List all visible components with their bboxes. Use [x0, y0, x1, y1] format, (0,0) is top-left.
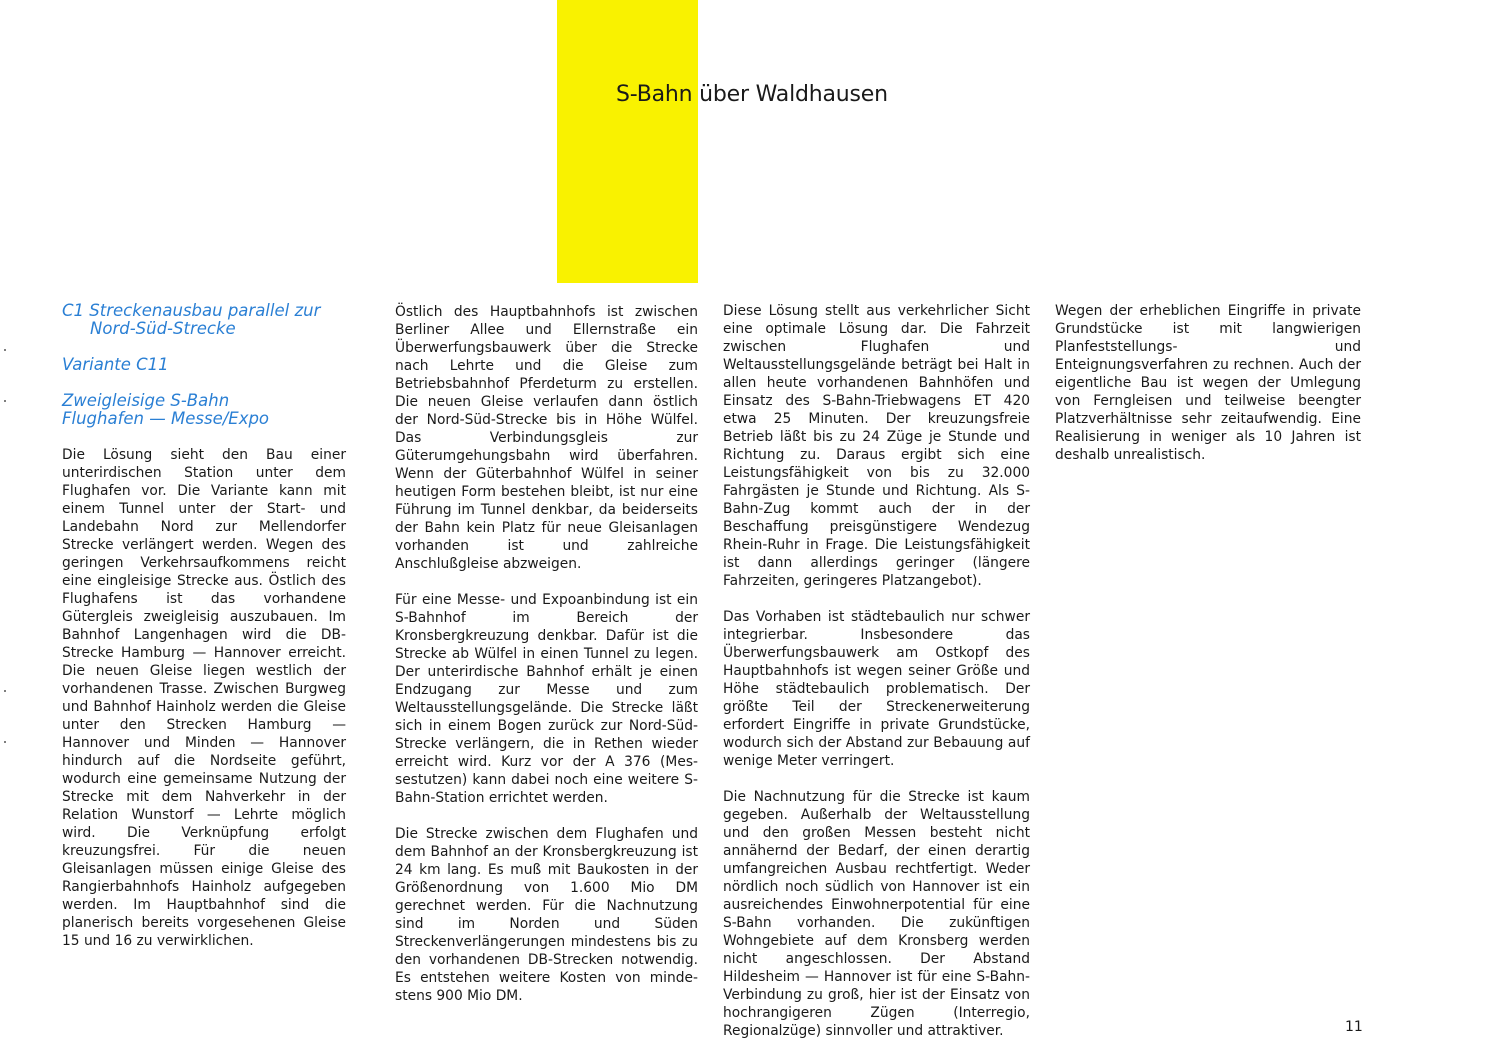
subtitle-heading-block — [62, 392, 346, 428]
variant-heading: Variante C11 — [62, 355, 169, 374]
paragraph-expo-connection: Für eine Messe- und Expoanbindung ist ein S-Bahnhof im Bereich der Kronsbergkreuzung denkbar. Dafür ist die Strecke ab Wülfel in einen Tunnel zu legen. Der unterirdische Bahnhof erhält je einen Endzugang zur Messe und zum Weltausstellungsgelände. Die Strecke läßt sich in einem Bogen zurück zur Nord-Süd-Strecke verlängern, die in Rethen wieder erreicht wird. Kurz vor der A 376 (Messestutzen) kann dabei noch eine weitere S-Bahn-Station errichtet werden. — [395, 592, 698, 806]
scan-mark — [4, 400, 6, 402]
text-column-2 — [395, 303, 698, 1023]
paragraph-realisation-time: Wegen der erheblichen Eingriffe in private Grundstücke ist mit langwierigen Planfeststellungs- und Enteignungsverfahren zu rechnen. Auch der eigentliche Bau ist wegen der Umlegung von Ferngleisen und teilweise beengter Platzverhältnisse sehr zeitaufwendig. Eine Realisierung in weniger als 10 Jahren ist deshalb unrealistisch. — [1055, 303, 1361, 463]
paragraph-traffic-assessment: Diese Lösung stellt aus verkehrlicher Sicht eine optimale Lösung dar. Die Fahrzeit zwischen Flughafen und Weltausstellungsgelände beträgt bei Halt in allen heute vorhandenen Bahnhöfen und Einsatz des S-Bahn-Triebwagens ET 420 etwa 25 Minuten. Der kreuzungsfreie Betrieb läßt bis zu 24 Züge je Stunde und Richtung zu. Daraus ergibt sich eine Leistungsfähigkeit von bis zu 32.000 Fahrgästen je Stunde und Richtung. Als S-Bahn-Zug kommt auch der in der Beschaffung preisgünstigere Wendezug Rhein-Ruhr in Frage. Die Leistungsfähigkeit ist dann allerdings geringer (längere Fahrzeiten, geringeres Platzangebot). — [723, 303, 1030, 589]
variant-heading-block — [62, 356, 346, 374]
text-column-4 — [1055, 302, 1361, 482]
paragraph-costs: Die Strecke zwischen dem Flughafen und dem Bahnhof an der Kronsbergkreuzung ist 24 km lang. Es muß mit Baukosten in der Größenordnung von 1.600 Mio DM gerechnet werden. Für die Nachnutzung sind im Norden und Süden Streckenverlängerungen mindestens bis zu den vorhandenen DB-Strecken notwendig. Es entstehen weitere Kosten von mindestens 900 Mio DM. — [395, 826, 698, 1004]
text-column-1 — [62, 302, 346, 968]
page-number: 11 — [1345, 1019, 1363, 1035]
section-heading-block — [62, 302, 346, 338]
paragraph-subsequent-use: Die Nachnutzung für die Strecke ist kaum gegeben. Außerhalb der Weltausstellung und den großen Messen besteht nicht annähernd der Bedarf, der einen derartig umfangreichen Ausbau rechtfertigt. Weder nördlich noch südlich von Hannover ist ein ausreichendes Einwohnerpotential für eine S-Bahn vorhanden. Die zukünftigen Wohngebiete auf dem Kronsberg werden nicht angeschlossen. Der Abstand Hildesheim — Hannover ist für eine S-Bahn-Verbindung zu groß, hier ist der Einsatz von hochrangigeren Zügen (Interregio, Regionalzüge) sinnvoller und attraktiver. — [723, 789, 1030, 1039]
paragraph-east-main-station: Östlich des Hauptbahnhofs ist zwischen Berliner Allee und Ellernstraße ein Überwerfungsbauwerk über die Strecke nach Lehrte und die Gleise zum Betriebsbahnhof Pferdeturm zu erstellen. Die neuen Gleise verlaufen dann östlich der Nord-Süd-Strecke bis in Höhe Wülfel. Das Verbindungsgleis zur Güterumgehungsbahn wird überfahren. Wenn der Güterbahnhof Wülfel in seiner heutigen Form bestehen bleibt, ist nur eine Führung im Tunnel denkbar, da beiderseits der Bahn kein Platz für neue Gleisanlagen vorhanden ist und zahlreiche Anschlußgleise abzweigen. — [395, 304, 698, 572]
text-column-3 — [723, 302, 1030, 1058]
scan-mark — [4, 741, 6, 743]
yellow-accent-block — [557, 0, 698, 283]
subtitle-line-1: Zweigleisige S-Bahn — [62, 391, 230, 410]
scan-mark — [4, 690, 6, 692]
paragraph-urban-integration: Das Vorhaben ist städtebaulich nur schwer integrierbar. Insbesondere das Überwerfungsbauwerk am Ostkopf des Hauptbahnhofs ist wegen seiner Größe und Höhe städtebaulich problematisch. Der größte Teil der Streckenerweiterung erfordert Eingriffe in private Grundstücke, wodurch sich der Abstand zur Bebauung auf wenige Meter verringert. — [723, 609, 1030, 769]
scan-mark — [4, 349, 6, 351]
section-heading: C1 Streckenausbau parallel zur Nord-Süd-Strecke — [62, 301, 321, 338]
page-title: S-Bahn über Waldhausen — [616, 82, 888, 107]
subtitle-line-2: Flughafen — Messe/Expo — [62, 409, 270, 428]
paragraph-solution-overview: Die Lösung sieht den Bau einer unterirdischen Station unter dem Flughafen vor. Die Variante kann mit einem Tunnel unter der Start- und Landebahn Nord zur Mellendorfer Strecke verlängert werden. Wegen des geringen Verkehrsaufkommens reicht eine eingleisige Strecke aus. Östlich des Flughafens ist das vorhandene Gütergleis zweigleisig auszubauen. Im Bahnhof Langenhagen wird die DB-Strecke Hamburg — Hannover erreicht. Die neuen Gleise liegen westlich der vorhandenen Trasse. Zwischen Burgweg und Bahnhof Hainholz werden die Gleise unter den Strecken Hamburg — Hannover und Minden — Hannover hindurch auf die Nordseite geführt, wodurch eine gemeinsame Nutzung der Strecke mit dem Nahverkehr in der Relation Wunstorf — Lehrte möglich wird. Die Verknüpfung erfolgt kreuzungsfrei. Für die neuen Gleisanlagen müssen einige Gleise des Rangierbahnhofs Hainholz aufgegeben werden. Im Hauptbahnhof sind die planerisch bereits vorgesehenen Gleise 15 und 16 zu verwirklichen. — [62, 447, 346, 949]
